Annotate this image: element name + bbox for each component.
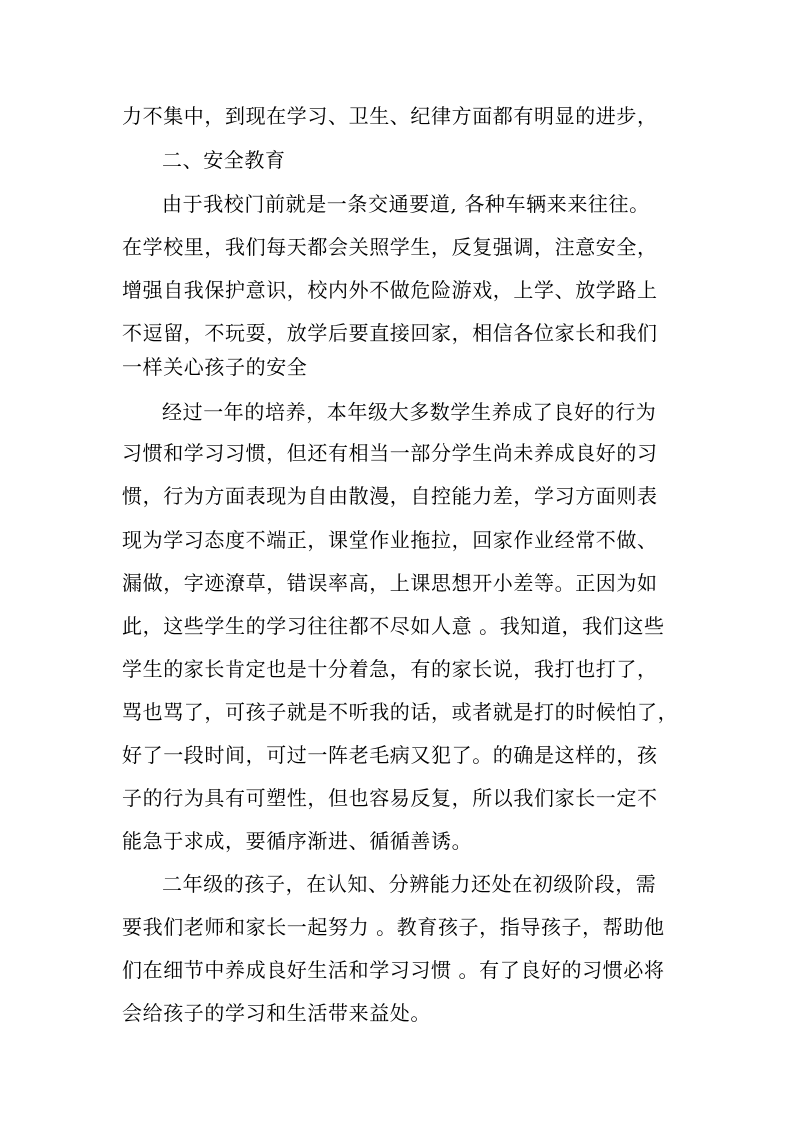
- text-line: 好了一段时间，可过一阵老毛病又犯了。的确是这样的，孩: [122, 743, 658, 767]
- text-line: 子的行为具有可塑性，但也容易反复，所以我们家长一定不: [122, 786, 658, 810]
- text-line: 力不集中，到现在学习、卫生、纪律方面都有明显的进步，: [122, 104, 658, 128]
- text-line: 学生的家长肯定也是十分着急，有的家长说，我打也打了，: [122, 657, 658, 681]
- text-line: 增强自我保护意识，校内外不做危险游戏，上学、放学路上: [122, 278, 658, 302]
- text-line: 二年级的孩子，在认知、分辨能力还处在初级阶段，需: [162, 872, 657, 896]
- text-line: 此，这些学生的学习往往都不尽如人意 。我知道，我们这些: [122, 614, 665, 638]
- text-line: 经过一年的培养，本年级大多数学生养成了良好的行为: [162, 400, 657, 424]
- section-heading: 二、安全教育: [162, 148, 286, 172]
- text-line: 要我们老师和家长一起努力 。教育孩子，指导孩子，帮助他: [122, 915, 665, 939]
- text-line: 骂也骂了，可孩子就是不听我的话，或者就是打的时候怕了，: [122, 700, 679, 724]
- text-line: 不逗留，不玩耍，放学后要直接回家，相信各位家长和我们: [122, 321, 658, 345]
- text-line: 漏做，字迹潦草，错误率高，上课思想开小差等。正因为如: [122, 571, 658, 595]
- text-line: 会给孩子的学习和生活带来益处。: [122, 1001, 431, 1025]
- text-line: 现为学习态度不端正，课堂作业拖拉，回家作业经常不做、: [122, 528, 658, 552]
- text-line: 在学校里，我们每天都会关照学生，反复强调，注意安全，: [122, 235, 658, 259]
- text-line: 们在细节中养成良好生活和学习习惯 。有了良好的习惯必将: [122, 958, 665, 982]
- text-line: 惯，行为方面表现为自由散漫，自控能力差，学习方面则表: [122, 484, 658, 508]
- text-line: 习惯和学习习惯，但还有相当一部分学生尚未养成良好的习: [122, 441, 658, 465]
- text-line: 能急于求成，要循序渐进、循循善诱。: [122, 829, 473, 853]
- text-line: 由于我校门前就是一条交通要道, 各种车辆来来往往。: [162, 192, 650, 216]
- text-line: 一样关心孩子的安全: [122, 355, 308, 379]
